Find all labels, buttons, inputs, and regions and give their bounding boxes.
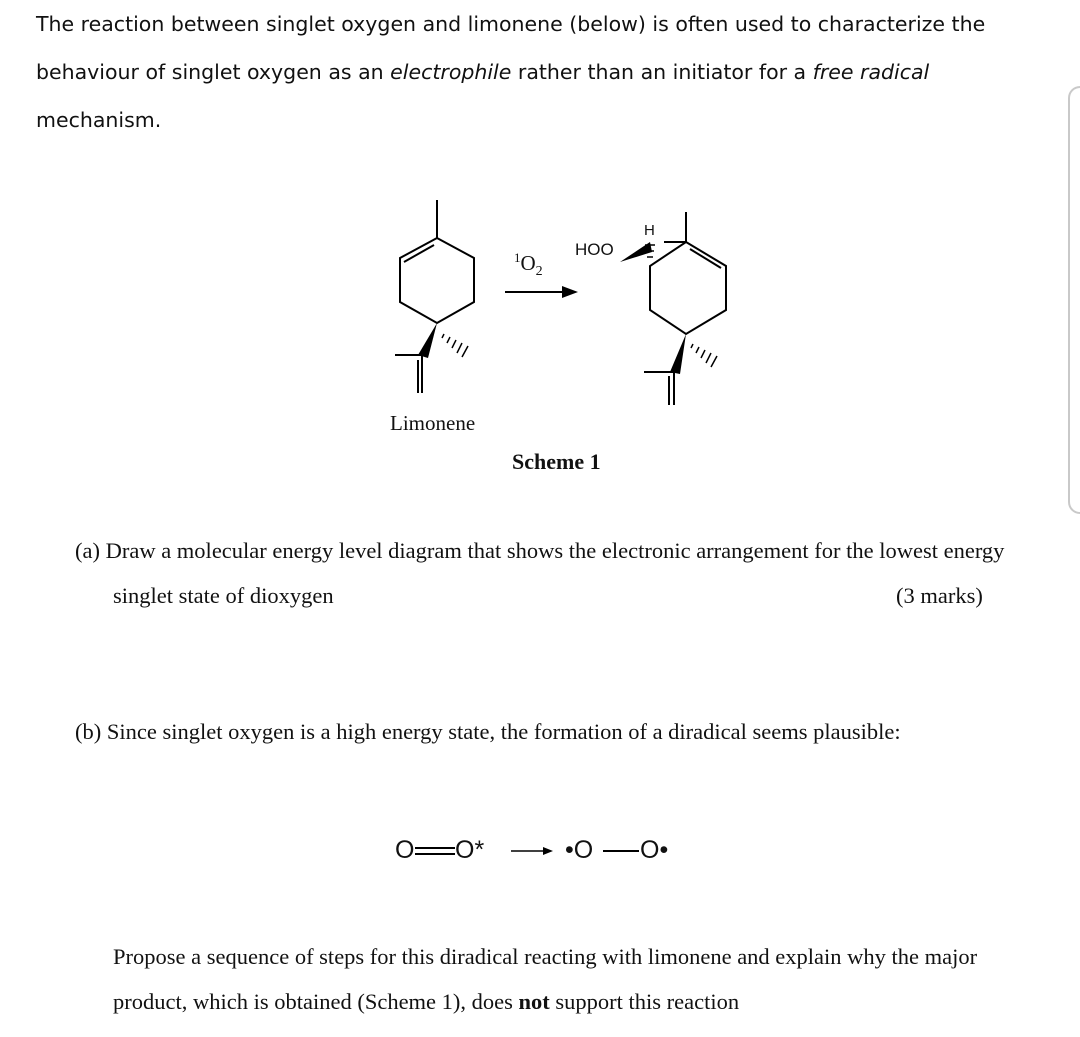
product-structure (644, 212, 726, 405)
intro-emphasis-electrophile: electrophile (390, 60, 512, 84)
intro-text-3: mechanism. (36, 108, 162, 132)
limonene-structure (395, 200, 474, 393)
equation-o1: O (395, 836, 415, 864)
product-group-label: HOO (575, 240, 614, 259)
equation-arrow (511, 842, 555, 862)
product-hash-bond (691, 344, 717, 367)
product-wedge-bond-2 (670, 334, 686, 374)
limonene-label: Limonene (390, 411, 476, 435)
intro-text-1: The reaction between singlet oxygen and limonene (below) is often used to characterize the behaviour of singlet oxygen as an (36, 12, 986, 84)
intro-paragraph (36, 0, 1036, 144)
question-a-marks: (3 marks) (896, 583, 983, 608)
intro-emphasis-free-radical: free radical (812, 60, 930, 84)
question-b: (b) Since singlet oxygen is a high energy state, the formation of a diradical seems plausible: (75, 719, 901, 744)
question-a: (a) Draw a molecular energy level diagram that shows the electronic arrangement for the lowest energy singlet state of dioxygen (75, 538, 1005, 608)
propose-text-2: support this reaction (549, 989, 740, 1014)
hash-bond (442, 334, 468, 357)
single-bond (603, 842, 639, 862)
product-h-label: H (644, 222, 655, 239)
reaction-arrow-head (562, 286, 578, 298)
equation-o4: O• (640, 836, 669, 864)
scrollbar[interactable] (1068, 86, 1080, 514)
double-bond (415, 842, 455, 862)
scheme-caption: Scheme 1 (512, 449, 601, 474)
wedge-bond (418, 323, 437, 358)
diradical-equation (395, 836, 715, 870)
propose-text-1: Propose a sequence of steps for this diradical reacting with limonene and explain why the major product, which is obtained (Scheme 1), does (113, 944, 978, 1014)
reaction-scheme (380, 195, 760, 410)
equation-o2: O* (455, 836, 485, 864)
propose-bold-not: not (518, 989, 550, 1014)
intro-text-2: rather than an initiator for a (511, 60, 813, 84)
reagent-label: $^1O_2$ (514, 250, 543, 280)
propose-paragraph (113, 934, 1023, 1024)
equation-o3: •O (565, 836, 594, 864)
